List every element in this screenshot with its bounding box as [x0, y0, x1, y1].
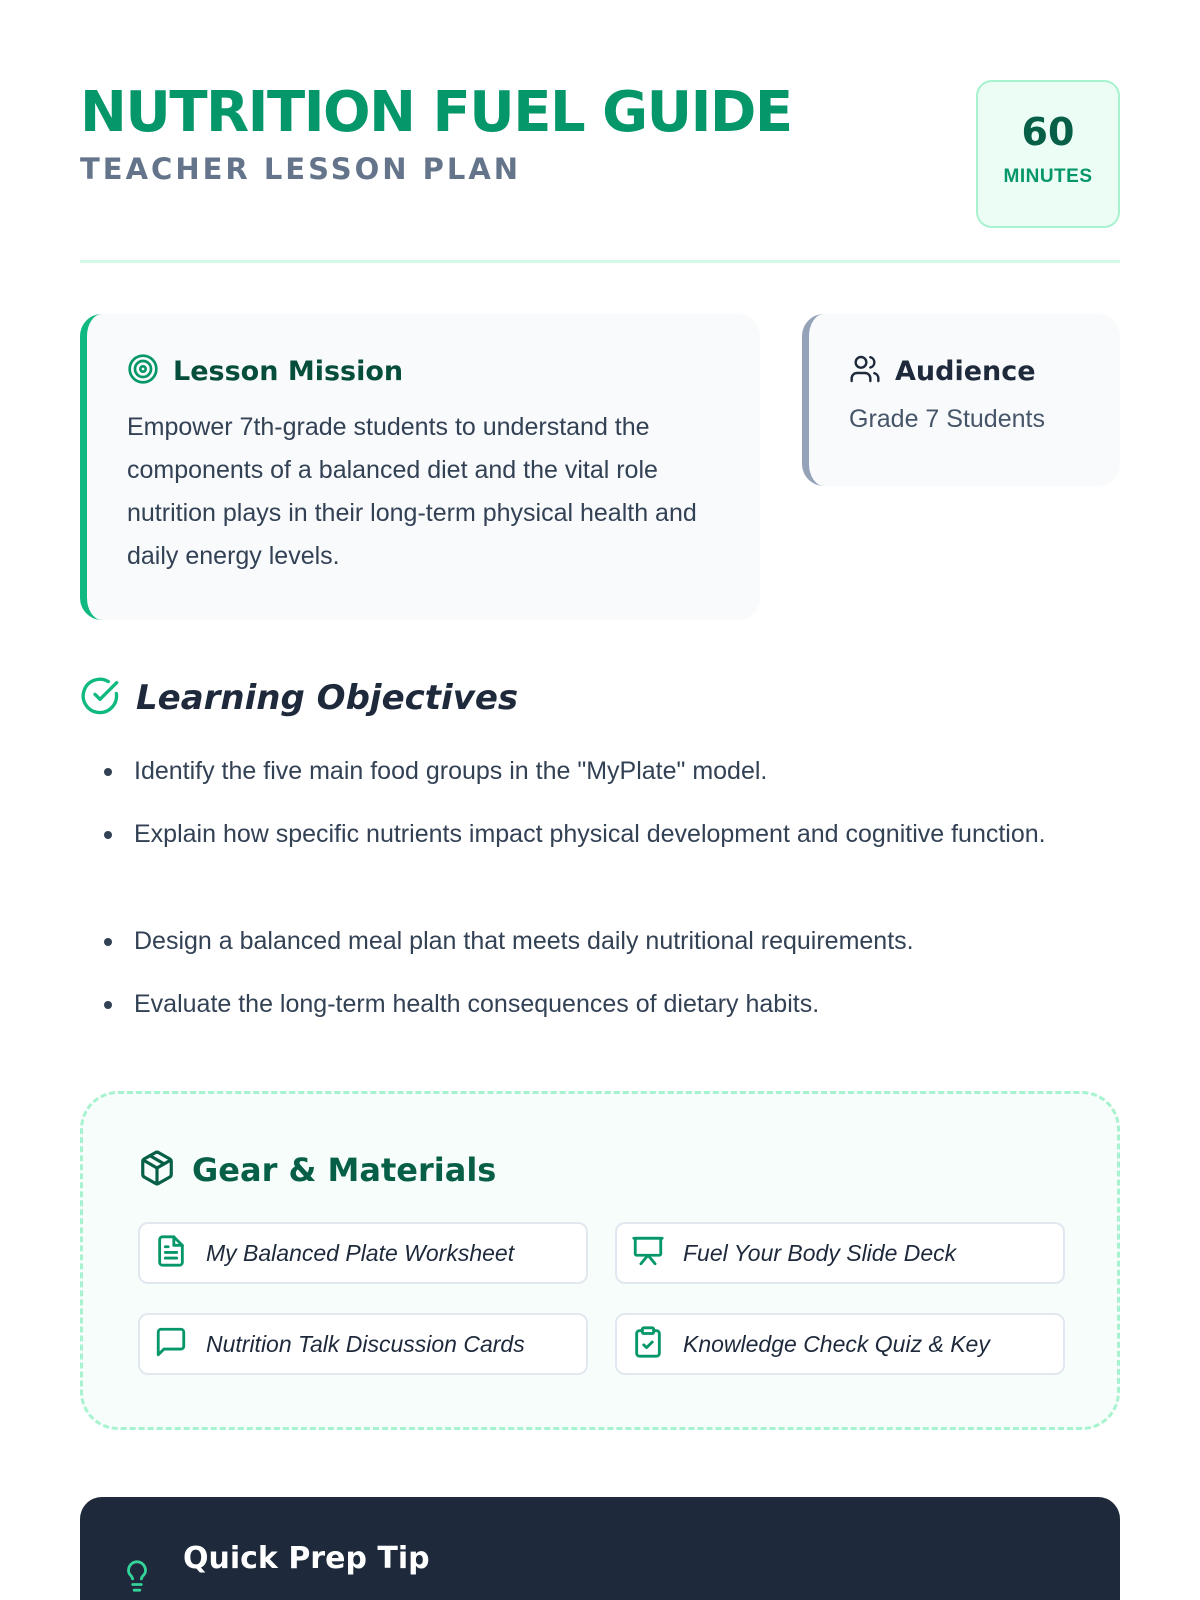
bullet-icon [104, 768, 112, 776]
material-chip-discussion-cards[interactable] [138, 1313, 588, 1375]
gear-materials-title: Gear & Materials [192, 1151, 497, 1189]
material-label: Nutrition Talk Discussion Cards [206, 1330, 525, 1357]
clipboard-check-icon [631, 1325, 665, 1364]
material-chip-worksheet[interactable] [138, 1222, 588, 1284]
lesson-mission-text: Empower 7th-grade students to understand the components of a balanced diet and the vital role nutrition plays in their long-term physical health and daily energy levels. [127, 413, 697, 570]
lesson-plan-page [80, 0, 1120, 1600]
objective-text: Identify the five main food groups in the "MyPlate" model. [134, 757, 768, 785]
audience-title: Audience [895, 355, 1036, 387]
learning-objectives-heading [80, 676, 1120, 720]
learning-objectives-section [80, 676, 1120, 1018]
gear-materials-heading [138, 1150, 496, 1190]
presentation-icon [631, 1234, 665, 1273]
bullet-icon [104, 938, 112, 946]
material-label: Fuel Your Body Slide Deck [683, 1239, 957, 1266]
audience-heading [849, 354, 1096, 388]
objective-text: Design a balanced meal plan that meets daily nutritional requirements. [134, 927, 914, 955]
users-icon [849, 353, 881, 390]
material-chip-slide-deck[interactable] [615, 1222, 1065, 1284]
target-icon [127, 353, 159, 390]
material-label: Knowledge Check Quiz & Key [683, 1330, 990, 1357]
quick-prep-tip-card [80, 1497, 1120, 1600]
bullet-icon [104, 831, 112, 839]
gear-materials-section [80, 1091, 1120, 1430]
bullet-icon [104, 1001, 112, 1009]
duration-unit: MINUTES [1003, 166, 1093, 187]
page-header [80, 80, 1120, 263]
lightbulb-icon [120, 1559, 154, 1598]
lesson-mission-title: Lesson Mission [173, 355, 404, 387]
quick-prep-tip-title: Quick Prep Tip [183, 1541, 430, 1576]
learning-objectives-title: Learning Objectives [136, 678, 519, 718]
list-item [80, 920, 1080, 963]
material-label: My Balanced Plate Worksheet [206, 1239, 515, 1266]
check-circle-icon [80, 676, 120, 721]
lesson-mission-card [80, 314, 760, 620]
duration-value: 60 [1021, 110, 1075, 154]
objective-text: Evaluate the long-term health consequences of dietary habits. [134, 990, 820, 1018]
duration-badge [976, 80, 1120, 228]
page-title: NUTRITION FUEL GUIDE [80, 80, 792, 145]
objective-text: Explain how specific nutrients impact physical development and cognitive function. [134, 820, 1046, 848]
list-item [80, 750, 1080, 793]
list-item [80, 983, 1080, 1026]
page-subtitle: TEACHER LESSON PLAN [80, 152, 522, 186]
chat-icon [154, 1325, 188, 1364]
list-item [80, 813, 1080, 856]
document-icon [154, 1234, 188, 1273]
material-chip-quiz[interactable] [615, 1313, 1065, 1375]
audience-text: Grade 7 Students [849, 405, 1045, 433]
package-icon [138, 1149, 176, 1192]
lesson-mission-heading [127, 354, 720, 388]
audience-card [802, 314, 1120, 486]
